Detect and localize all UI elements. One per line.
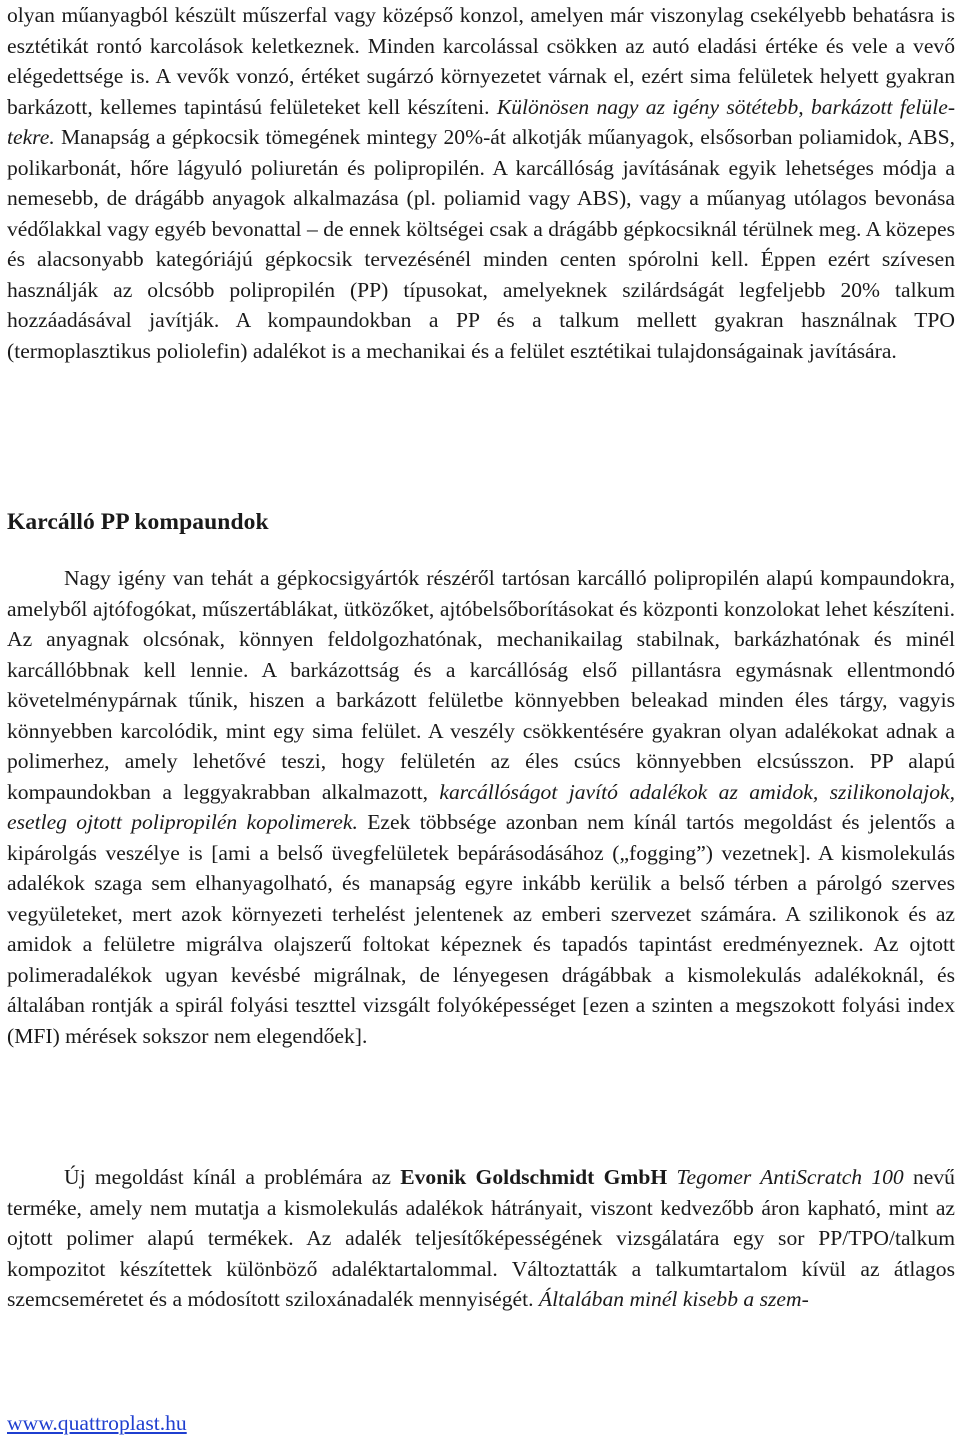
paragraph-3 (7, 1162, 955, 1315)
paragraph-1-text-b: Manapság a gépkocsik tömegének mintegy 20%-át alkotják műanyagok, elsősorban poliamidok, ABS, polikarbonát, hőre lágyuló poliuretán és polipropilén. A karcállóság javításának egyik lehetséges módja a nemesebb, de drágább anyagok alkalmazása (pl. poliamid vagy ABS), vagy a műanyag utólagos bevonása védőlakkal vagy egyéb bevonattal – de ennek költségei csak a drágább gépkocsiknál térülnek meg. A közepes és alacsonyabb kategóriájú gépkocsik tervezésénél minden centen spórolni kell. Éppen ezért szívesen használják az olcsóbb polipropilén (PP) típusokat, amelyeknek szilárdságát legfeljebb 20% talkum hozzáadásával javítják. A kompaundokban a PP és a talkum mellett gyakran használnak TPO (termoplasztikus poliolefin) adalékot is a mechanikai és a felület esztétikai tulajdonságainak javítására. (7, 125, 955, 363)
product-name: Tegomer AntiScratch 100 (676, 1165, 904, 1189)
paragraph-3-text-a: Új megoldást kínál a problémára az (64, 1165, 401, 1189)
company-name: Evonik Goldschmidt GmbH (400, 1165, 668, 1189)
footer-website-link[interactable]: www.quattroplast.hu (7, 1411, 187, 1435)
paragraph-3-text-b: nevű terméke, amely nem mutatja a kismolekulás adalékok hátrányait, viszont kedvezőbb áron kapható, mint az ojtott polimer alapú termékek. Az adalék teljesítőképességének vizsgálatára egy sor PP/TPO/talkum kompozitot készítettek különböző adaléktartalommal. Változtatták a talkumtartalom kívül az átlagos szemcseméretet és a módosított sziloxánadalék mennyiségét. (7, 1165, 955, 1311)
paragraph-3-italic-tail: Általában minél kisebb a szem- (538, 1287, 809, 1311)
paragraph-1-text-a: olyan műanyagból készült műszerfal vagy középső konzol, amelyen már viszonylag csekélyebb behatásra is esztétikát rontó karcolások keletkeznek. Minden karcolással csökken az autó eladási értéke és vele a vevő elégedettsége is. A vevők vonzó, értéket sugárzó környezetet várnak el, ezért sima felületek helyett gyakran barkázott, kellemes tapintású felületeket kell készíteni. (7, 3, 955, 119)
paragraph-2-text-b: Ezek többsége azonban nem kínál tartós megoldást és jelentős a kipárolgás veszélye is [ami a belső üvegfelületek bepárásodásához („fogging”) vezetnek]. A kismolekulás adalékok szaga sem elhanyagolható, és manapság egyre inkább kerülik a belső térben a párolgó szerves vegyületeket, mert azok környezeti terhelést jelentenek az emberi szervezet számára. A szilikonok és az amidok a felületre migrálva olajszerű foltokat képeznek és tapadós tapintást eredményeznek. Az ojtott polimeradalékok ugyan kevésbé migrálnak, de lényegesen drágábbak a kismolekulás adalékoknál, és általában rontják a spirál folyási teszttel vizsgált folyóképességet [ezen a szinten a megszokott folyási index (MFI) mérések sokszor nem elegendőek]. (7, 810, 955, 1048)
paragraph-1-italic: Különösen nagy az igény sötétebb, barkázott felületekre. (7, 94, 956, 149)
paragraph-2-italic: karcállóságot javító adalékok az amidok, szilikonolajok, esetleg ojtott polipropilén kopolimerek. (7, 779, 955, 834)
section-heading: Karcálló PP kompaundok (7, 509, 269, 535)
paragraph-2-text-a: Nagy igény van tehát a gépkocsigyártók részéről tartósan karcálló polipropilén alapú kompaundokra, amelyből ajtófogókat, műszertáblákat, ütközőket, ajtóbelsőborításokat és központi konzolokat lehet készíteni. Az anyagnak olcsónak, könnyen feldolgozhatónak, mechanikailag stabilnak, barkázhatónak és minél karcállóbbnak kell lennie. A barkázottság és a karcállóság első pillantásra egymásnak ellentmondó követelménypárnak tűnik, hiszen a barkázott felületbe könnyebben beleakad minden éles tárgy, vagyis könnyebben karcolódik, mint egy sima felület. A veszély csökkentésére gyakran olyan adalékokat adnak a polimerhez, amely lehetővé teszi, hogy felületén az éles csúcs könnyebben elcsússzon. PP alapú kompaundokban a leggyakrabban alkalmazott, (7, 566, 955, 804)
paragraph-1 (7, 0, 955, 366)
paragraph-2 (7, 563, 955, 1051)
